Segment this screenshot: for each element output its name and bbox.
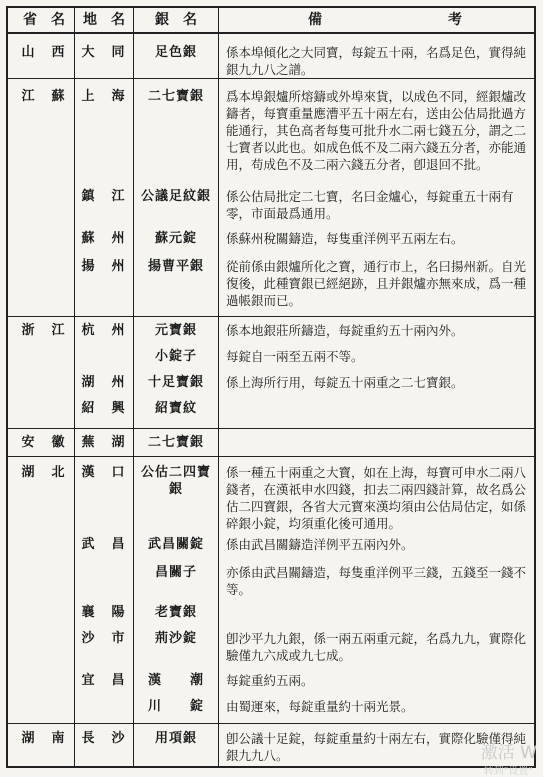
remarks-cell: 由蜀運來，每錠重量約十兩光景。 [226,699,414,714]
group-divider [8,78,534,79]
header-province: 省 名 [23,12,65,28]
province-cell: 江 蘇 [21,89,67,104]
silver-name-cell: 紹寶紋 [154,401,197,416]
silver-name-cell: 漢 潮 [147,673,204,688]
remarks-cell: 係由武昌關鑄造洋例平五兩內外。 [226,537,414,552]
silver-name-cell: 老寶銀 [154,605,197,620]
silver-name-cell: 荊沙錠 [154,631,197,646]
group-divider [8,316,534,317]
place-cell: 漢 口 [81,465,127,480]
silver-name-cell: 十足寶銀 [147,375,204,390]
place-cell: 大 同 [81,45,127,60]
place-cell: 蘇 州 [81,231,127,246]
remarks-cell: 卽沙平九九銀，係一兩五兩重元錠，名爲九九，實際化驗僅九六成或九七成。 [226,631,527,663]
province-cell: 湖 北 [21,465,67,480]
silver-name-cell: 元寶銀 [154,323,197,338]
silver-ingot-table [6,6,536,768]
table-header [8,8,534,34]
place-cell: 武 昌 [81,537,127,552]
remarks-cell: 從前係由銀爐所化之寶，通行市上，名曰揚州新。自光復後，此種寶銀已經絕跡，且并銀爐亦無來成，爲一種過帳銀而已。 [226,259,527,308]
remarks-cell: 係一種五十兩重之大寶，如在上海，每寶可申水二兩八錢者，在漢祇申水四錢，扣去二兩四錢計算，故名爲公估二四寶銀，各省大元寶來漢均須由公估局估定，如係碎銀小錠，均須重化後可通用。 [226,465,527,531]
silver-name-cell: 武昌關錠 [147,537,204,552]
province-cell: 湖 南 [21,731,67,746]
column-divider [218,8,219,766]
silver-name-cell: 蘇元錠 [154,231,197,246]
remarks-cell: 係蘇州稅關鑄造，每隻重洋例平五兩左右。 [226,231,464,246]
silver-name-cell: 公估二四寶銀 [140,465,211,497]
group-divider [8,456,534,457]
remarks-cell: 爲本埠銀爐所熔鑄或外埠來貨，以成色不同，經銀爐改鑄者，每寶重量應漕平五十兩左右，送由公估局批過方能通行，其色高者每隻可批升水二兩七錢五分，謂之二七寶者以此也。如成色低不及二兩六錢五分者，亦能通用，苟成色不及二兩六錢五分者，卽退回不批。 [226,89,527,172]
remarks-cell: 每錠自一兩至五兩不等。 [226,349,364,364]
header-silver-name: 銀 名 [155,12,197,28]
place-cell: 宜 昌 [81,673,127,688]
header-remarks-left: 備 [308,12,322,28]
place-cell: 杭 州 [81,323,127,338]
column-divider [74,8,75,766]
activation-watermark-subtext: 转到"设置" [483,766,533,777]
silver-name-cell: 昌關子 [154,565,197,580]
place-cell: 上 海 [81,89,127,104]
province-cell: 安 徽 [21,435,67,450]
place-cell: 鎮 江 [81,189,127,204]
activation-watermark: 激活 W [480,743,537,763]
place-cell: 紹 興 [81,401,127,416]
header-remarks-right: 考 [448,12,462,28]
silver-name-cell: 揚曹平銀 [147,259,204,274]
silver-name-cell: 二七寶銀 [147,89,204,104]
place-cell: 揚 州 [81,259,127,274]
group-divider [8,723,534,724]
group-divider [8,428,534,429]
silver-name-cell: 川 錠 [147,699,204,714]
remarks-cell: 係本埠傾化之大同寶，每錠五十兩，名爲足色，實得純銀九九八之譜。 [226,45,527,77]
remarks-cell: 每錠重約五兩。 [226,673,314,688]
remarks-cell: 係本地銀莊所鑄造，每錠重約五十兩內外。 [226,323,464,338]
place-cell: 湖 州 [81,375,127,390]
place-cell: 襄 陽 [81,605,127,620]
remarks-cell: 亦係由武昌關鑄造，每隻重洋例平三錢，五錢至一錢不等。 [226,565,527,597]
silver-name-cell: 公議足紋銀 [140,189,211,204]
province-cell: 山 西 [21,45,67,60]
place-cell: 長 沙 [81,731,127,746]
column-divider [133,8,134,766]
place-cell: 蕪 湖 [81,435,127,450]
remarks-cell: 係上海所行用，每錠五十兩重之二七寶銀。 [226,375,464,390]
remarks-cell: 係公估局批定二七寶，名曰金爐心，每錠重五十兩有零，市面最爲通用。 [226,189,514,221]
silver-name-cell: 二七寶銀 [147,435,204,450]
remarks-cell: 卽公議十足錠，每錠重量約十兩左右，實際化驗僅得純銀九九八。 [226,731,527,763]
silver-name-cell: 足色銀 [154,45,197,60]
silver-name-cell: 小錠子 [154,349,197,364]
silver-name-cell: 用項銀 [154,731,197,746]
header-place: 地 名 [83,12,125,28]
place-cell: 沙 市 [81,631,127,646]
province-cell: 浙 江 [21,323,67,338]
